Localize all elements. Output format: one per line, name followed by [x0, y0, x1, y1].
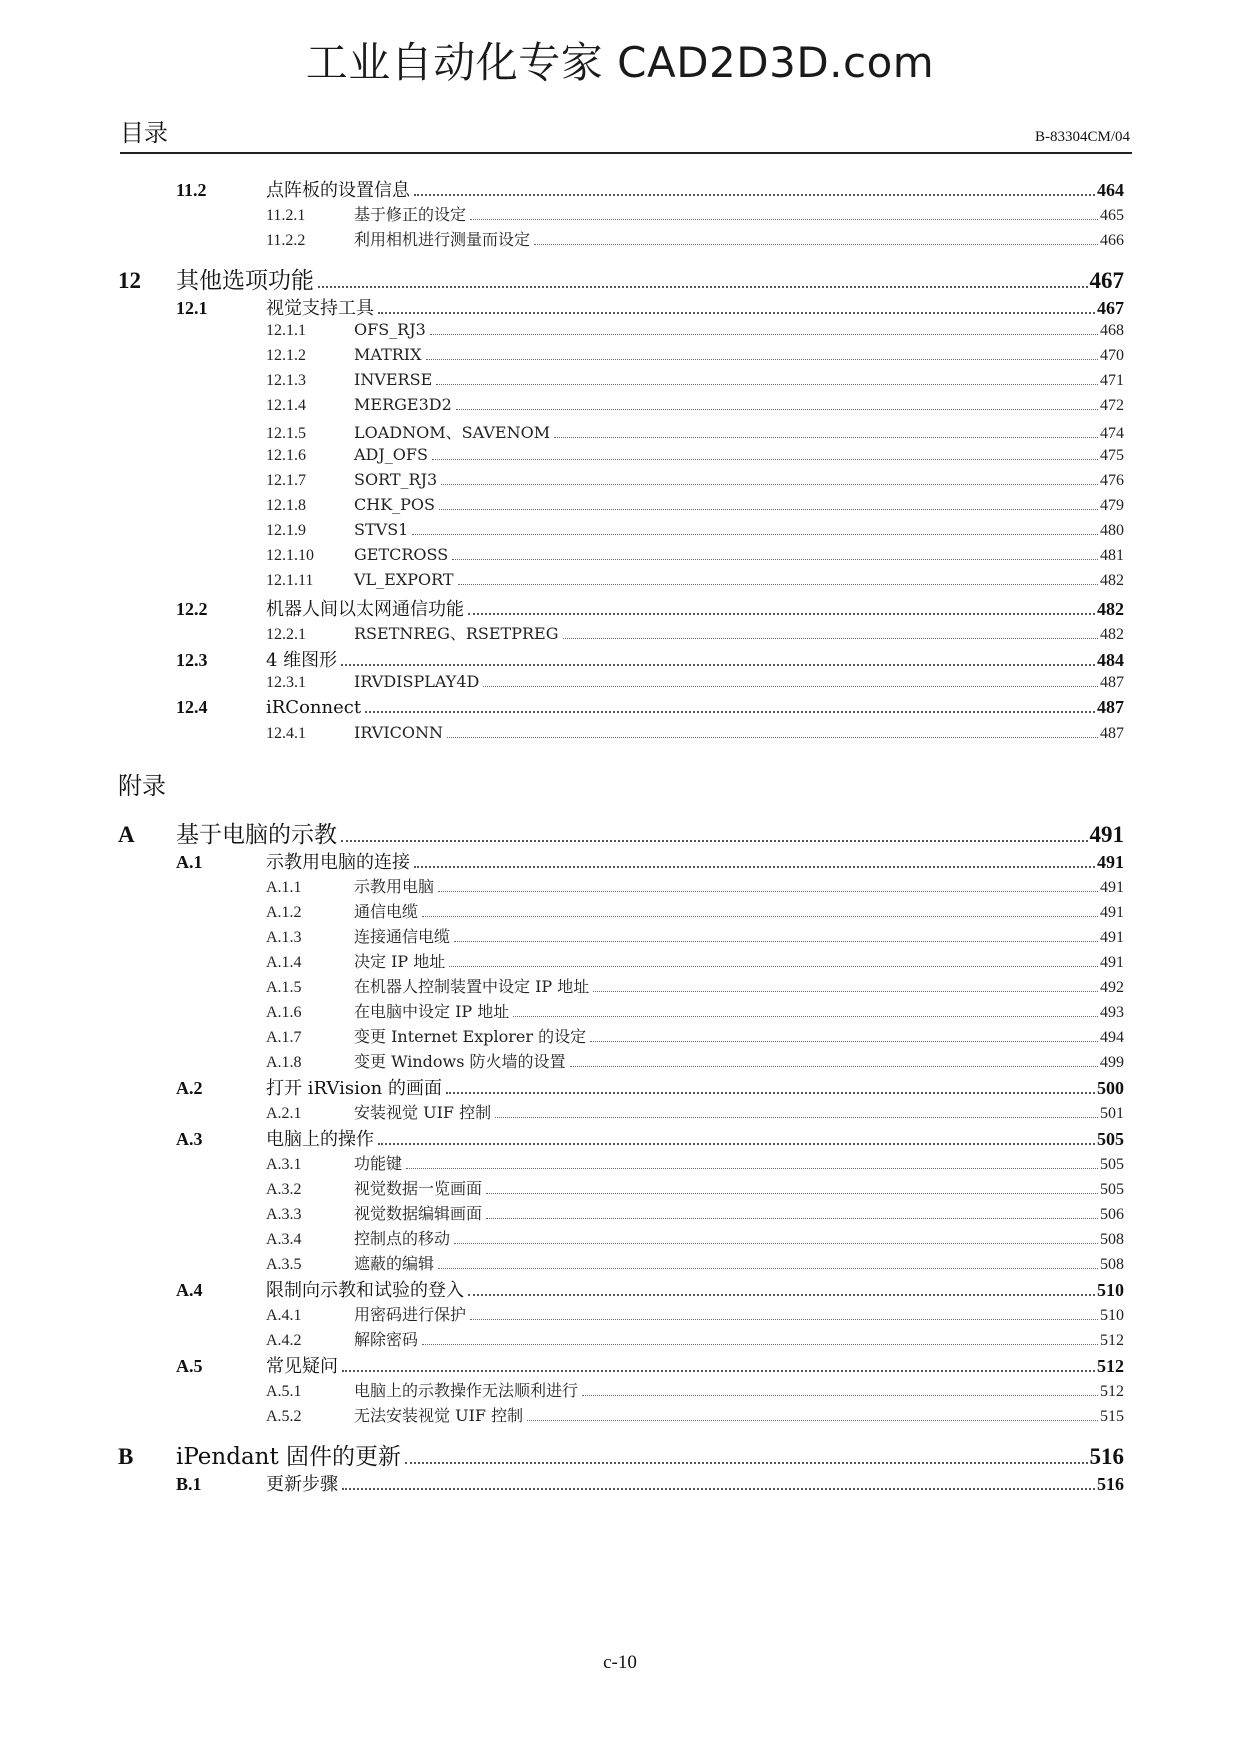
- dot-leader: [341, 840, 1088, 842]
- toc-entry-page: 491: [1100, 904, 1124, 921]
- toc-entry-number: A.1.1: [266, 879, 302, 896]
- toc-entry-page: 506: [1100, 1206, 1124, 1223]
- toc-entry[interactable]: [118, 1176, 1124, 1201]
- toc-entry-page: 467: [1097, 298, 1124, 318]
- toc-entry-number: A.3.5: [266, 1256, 302, 1273]
- toc-entry-page: 468: [1100, 322, 1124, 339]
- toc-entry-title: 示教用电脑的连接: [266, 852, 410, 873]
- toc-entry-number: A.3.3: [266, 1206, 302, 1223]
- toc-entry-title: 在机器人控制装置中设定 IP 地址: [354, 977, 590, 996]
- toc-entry-title: LOADNOM、SAVENOM: [354, 423, 551, 442]
- dot-leader: [495, 1117, 1098, 1118]
- toc-entry[interactable]: [118, 320, 1124, 345]
- toc-entry-page: 482: [1097, 599, 1124, 619]
- toc-entry-number: A.1.3: [266, 929, 302, 946]
- toc-entry-page: 467: [1089, 268, 1124, 293]
- toc-entry-number: A.4.1: [266, 1307, 302, 1324]
- toc-entry-number: A.1.5: [266, 979, 302, 996]
- toc-entry-title: VL_EXPORT: [354, 570, 454, 589]
- toc-entry-page: 512: [1100, 1383, 1124, 1400]
- toc-entry-number: 12.1.4: [266, 397, 306, 414]
- dot-leader: [342, 1370, 1095, 1372]
- toc-entry-number: A.5: [176, 1356, 203, 1376]
- dot-leader: [486, 1193, 1098, 1194]
- toc-entry[interactable]: [118, 899, 1124, 924]
- page-number: c-10: [603, 1652, 637, 1673]
- toc-entry[interactable]: [118, 1302, 1124, 1327]
- dot-leader: [378, 1143, 1095, 1145]
- dot-leader: [563, 638, 1098, 639]
- toc-entry-number: A.3: [176, 1129, 203, 1149]
- toc-entry[interactable]: [118, 723, 1124, 748]
- toc-entry-number: 12.3.1: [266, 674, 306, 691]
- dot-leader: [438, 1268, 1098, 1269]
- toc-entry-title: 功能键: [354, 1154, 403, 1173]
- toc-entry-page: 508: [1100, 1231, 1124, 1248]
- appendix-heading: 附录: [118, 772, 166, 800]
- toc-entry-title: 电脑上的操作: [266, 1129, 374, 1150]
- dot-leader: [405, 1462, 1087, 1464]
- toc-entry[interactable]: [118, 570, 1124, 595]
- toc-entry-page: 492: [1100, 979, 1124, 996]
- toc-entry[interactable]: [118, 1074, 1124, 1100]
- dot-leader: [483, 686, 1098, 687]
- toc-entry[interactable]: [118, 1470, 1124, 1496]
- dot-leader: [365, 711, 1095, 713]
- toc-entry-page: 482: [1100, 572, 1124, 589]
- toc-entry-page: 493: [1100, 1004, 1124, 1021]
- toc-entry[interactable]: [118, 1438, 1124, 1470]
- toc-entry-number: 12.4.1: [266, 725, 306, 742]
- toc-entry-title: iRConnect: [266, 697, 362, 718]
- toc-entry-title: 常见疑问: [266, 1356, 338, 1377]
- toc-entry[interactable]: [118, 470, 1124, 495]
- toc-entry-title: 变更 Internet Explorer 的设定: [354, 1027, 587, 1046]
- toc-entry-title: 在电脑中设定 IP 地址: [354, 1002, 510, 1021]
- toc-entry-title: IRVDISPLAY4D: [354, 672, 480, 691]
- toc-entry-page: 484: [1097, 650, 1124, 670]
- toc-entry-page: 516: [1089, 1444, 1124, 1469]
- dot-leader: [554, 437, 1098, 438]
- toc-entry-number: A.1.6: [266, 1004, 302, 1021]
- toc-entry-number: A.2.1: [266, 1105, 302, 1122]
- toc-entry[interactable]: [118, 262, 1124, 294]
- page-header: [120, 118, 1132, 154]
- toc-entry-page: 491: [1100, 954, 1124, 971]
- toc-entry-number: 12.3: [176, 650, 208, 670]
- toc-entry-number: 12: [118, 268, 141, 293]
- toc-entry-number: B.1: [176, 1474, 202, 1494]
- toc-entry[interactable]: [118, 1100, 1124, 1125]
- toc-entry-page: 487: [1100, 725, 1124, 742]
- toc-entry-title: ADJ_OFS: [354, 445, 428, 464]
- toc-entry-title: iPendant 固件的更新: [176, 1444, 402, 1470]
- toc-entry[interactable]: [118, 874, 1124, 899]
- toc-entry[interactable]: [118, 1151, 1124, 1176]
- toc-entry-page: 508: [1100, 1256, 1124, 1273]
- dot-leader: [593, 991, 1098, 992]
- toc-entry-title: SORT_RJ3: [354, 470, 438, 489]
- dot-leader: [470, 219, 1098, 220]
- toc-entry[interactable]: [118, 595, 1124, 621]
- dot-leader: [468, 1294, 1095, 1296]
- dot-leader: [454, 1243, 1098, 1244]
- toc-entry-page: 494: [1100, 1029, 1124, 1046]
- toc-entry-number: A.3.2: [266, 1181, 302, 1198]
- toc-entry[interactable]: [118, 697, 1124, 723]
- toc-entry-title: 示教用电脑: [354, 877, 435, 896]
- toc-entry-number: 12.1.9: [266, 522, 306, 539]
- toc-entry-page: 491: [1097, 852, 1124, 872]
- toc-entry[interactable]: [118, 1201, 1124, 1226]
- dot-leader: [590, 1041, 1098, 1042]
- dot-leader: [342, 1488, 1095, 1490]
- toc-entry[interactable]: [118, 1327, 1124, 1352]
- toc-entry-page: 464: [1097, 180, 1124, 200]
- dot-leader: [452, 559, 1098, 560]
- dot-leader: [456, 409, 1098, 410]
- toc-entry-title: 基于电脑的示教: [176, 822, 337, 848]
- toc-entry-page: 499: [1100, 1054, 1124, 1071]
- toc-entry-title: 遮蔽的编辑: [354, 1254, 435, 1273]
- toc-entry-number: 12.1.7: [266, 472, 306, 489]
- toc-main-sections: [118, 176, 1124, 748]
- dot-leader: [406, 1168, 1098, 1169]
- dot-leader: [438, 891, 1098, 892]
- toc-entry-number: 11.2.2: [266, 232, 306, 249]
- toc-entry-title: 变更 Windows 防火墙的设置: [354, 1052, 566, 1071]
- toc-entry-title: 视觉支持工具: [266, 298, 374, 319]
- toc-entry-number: 12.1.10: [266, 547, 314, 564]
- toc-entry-title: OFS_RJ3: [354, 320, 426, 339]
- dot-leader: [439, 509, 1098, 510]
- toc-entry[interactable]: [118, 202, 1124, 227]
- toc-entry-title: 其他选项功能: [176, 268, 314, 294]
- toc-entry[interactable]: [118, 974, 1124, 999]
- toc-entry-number: A.1.2: [266, 904, 302, 921]
- toc-entry-page: 476: [1100, 472, 1124, 489]
- toc-entry-page: 505: [1100, 1181, 1124, 1198]
- toc-entry-number: 12.1.8: [266, 497, 306, 514]
- toc-entry-page: 491: [1089, 822, 1124, 847]
- toc-entry-page: 479: [1100, 497, 1124, 514]
- toc-entry[interactable]: [118, 949, 1124, 974]
- toc-entry-page: 512: [1100, 1332, 1124, 1349]
- toc-entry[interactable]: [118, 420, 1124, 445]
- dot-leader: [534, 244, 1098, 245]
- toc-entry-number: A.4.2: [266, 1332, 302, 1349]
- dot-leader: [414, 866, 1095, 868]
- dot-leader: [432, 459, 1098, 460]
- toc-entry-page: 516: [1097, 1474, 1124, 1494]
- toc-entry-title: 决定 IP 地址: [354, 952, 446, 971]
- toc-entry[interactable]: [118, 520, 1124, 545]
- toc-entry-page: 505: [1100, 1156, 1124, 1173]
- dot-leader: [570, 1066, 1098, 1067]
- toc-entry-number: 12.1.1: [266, 322, 306, 339]
- toc-entry[interactable]: [118, 445, 1124, 470]
- toc-entry[interactable]: [118, 395, 1124, 420]
- toc-entry-page: 510: [1100, 1307, 1124, 1324]
- toc-entry-number: A.1.7: [266, 1029, 302, 1046]
- toc-entry-page: 500: [1097, 1078, 1124, 1098]
- toc-entry-page: 470: [1100, 347, 1124, 364]
- toc-entry[interactable]: [118, 646, 1124, 672]
- toc-entry[interactable]: [118, 924, 1124, 949]
- table-of-contents: [118, 176, 1124, 1496]
- dot-leader: [446, 1092, 1095, 1094]
- toc-entry-page: 487: [1100, 674, 1124, 691]
- toc-entry[interactable]: [118, 227, 1124, 252]
- toc-entry-title: GETCROSS: [354, 545, 449, 564]
- toc-entry-title: 机器人间以太网通信功能: [266, 599, 464, 620]
- toc-entry-title: 4 维图形: [266, 650, 338, 671]
- dot-leader: [527, 1420, 1098, 1421]
- dot-leader: [414, 194, 1095, 196]
- dot-leader: [449, 966, 1098, 967]
- dot-leader: [486, 1218, 1098, 1219]
- toc-entry-number: 12.1.6: [266, 447, 306, 464]
- toc-entry-number: A.3.4: [266, 1231, 302, 1248]
- dot-leader: [468, 613, 1095, 615]
- toc-entry-page: 475: [1100, 447, 1124, 464]
- toc-entry-title: 控制点的移动: [354, 1229, 451, 1248]
- toc-entry-title: 用密码进行保护: [354, 1305, 467, 1324]
- dot-leader: [447, 737, 1098, 738]
- toc-entry[interactable]: [118, 621, 1124, 646]
- toc-entry[interactable]: [118, 1226, 1124, 1251]
- toc-entry-number: A.1.4: [266, 954, 302, 971]
- dot-leader: [454, 941, 1098, 942]
- dot-leader: [441, 484, 1098, 485]
- watermark-title: 工业自动化专家 CAD2D3D.com: [305, 38, 935, 87]
- toc-entry-number: A.2: [176, 1078, 203, 1098]
- dot-leader: [378, 312, 1095, 314]
- toc-entry-number: 12.1.11: [266, 572, 314, 589]
- dot-leader: [341, 664, 1095, 666]
- dot-leader: [430, 334, 1098, 335]
- dot-leader: [412, 534, 1098, 535]
- toc-entry[interactable]: [118, 672, 1124, 697]
- toc-entry-title: 电脑上的示教操作无法顺利进行: [354, 1381, 579, 1400]
- dot-leader: [422, 916, 1098, 917]
- toc-entry-title: 更新步骤: [266, 1474, 338, 1495]
- toc-entry-page: 472: [1100, 397, 1124, 414]
- toc-entry-number: 12.1: [176, 298, 208, 318]
- dot-leader: [582, 1395, 1098, 1396]
- header-title: 目录: [120, 119, 168, 147]
- toc-entry-title: 点阵板的设置信息: [266, 180, 410, 201]
- toc-entry-number: A.3.1: [266, 1156, 302, 1173]
- dot-leader: [426, 359, 1099, 360]
- toc-entry[interactable]: [118, 294, 1124, 320]
- toc-entry-number: 12.4: [176, 697, 208, 717]
- toc-entry-title: STVS1: [354, 520, 409, 539]
- toc-entry-title: 连接通信电缆: [354, 927, 451, 946]
- toc-entry-page: 465: [1100, 207, 1124, 224]
- toc-entry-number: 12.1.5: [266, 425, 306, 442]
- toc-entry[interactable]: [118, 370, 1124, 395]
- toc-entry-number: A.5.1: [266, 1383, 302, 1400]
- toc-entry-title: 无法安装视觉 UIF 控制: [354, 1406, 524, 1425]
- toc-entry[interactable]: [118, 545, 1124, 570]
- toc-entry[interactable]: [118, 176, 1124, 202]
- toc-entry-number: 12.2: [176, 599, 208, 619]
- toc-entry-number: 12.2.1: [266, 626, 306, 643]
- toc-entry-title: 利用相机进行测量而设定: [354, 230, 531, 249]
- toc-appendix-sections: [118, 816, 1124, 1496]
- toc-entry-page: 515: [1100, 1408, 1124, 1425]
- toc-entry-number: 11.2: [176, 180, 207, 200]
- toc-entry-title: RSETNREG、RSETPREG: [354, 624, 559, 643]
- toc-entry[interactable]: [118, 1251, 1124, 1276]
- dot-leader: [470, 1319, 1098, 1320]
- toc-entry-page: 501: [1100, 1105, 1124, 1122]
- toc-entry-title: CHK_POS: [354, 495, 435, 514]
- toc-entry-title: 通信电缆: [354, 902, 419, 921]
- toc-entry-title: 视觉数据一览画面: [354, 1179, 483, 1198]
- toc-entry[interactable]: [118, 816, 1124, 848]
- dot-leader: [422, 1344, 1098, 1345]
- toc-entry[interactable]: [118, 999, 1124, 1024]
- toc-entry-title: IRVICONN: [354, 723, 444, 742]
- toc-entry[interactable]: [118, 345, 1124, 370]
- toc-entry-page: 491: [1100, 929, 1124, 946]
- toc-entry-number: A.1: [176, 852, 203, 872]
- dot-leader: [458, 584, 1098, 585]
- dot-leader: [318, 286, 1088, 288]
- toc-entry[interactable]: [118, 1276, 1124, 1302]
- toc-entry-title: 基于修正的设定: [354, 205, 467, 224]
- toc-entry-page: 474: [1100, 425, 1124, 442]
- toc-entry[interactable]: [118, 1378, 1124, 1403]
- toc-entry-title: 限制向示教和试验的登入: [266, 1280, 464, 1301]
- toc-entry-number: 12.1.3: [266, 372, 306, 389]
- toc-entry[interactable]: [118, 495, 1124, 520]
- toc-entry-page: 482: [1100, 626, 1124, 643]
- toc-entry[interactable]: [118, 1125, 1124, 1151]
- toc-entry-page: 471: [1100, 372, 1124, 389]
- toc-entry[interactable]: [118, 1352, 1124, 1378]
- toc-entry-title: 打开 iRVision 的画面: [266, 1078, 442, 1099]
- toc-entry[interactable]: [118, 848, 1124, 874]
- toc-entry-number: B: [118, 1444, 134, 1469]
- toc-entry-title: MATRIX: [354, 345, 422, 364]
- toc-entry-title: MERGE3D2: [354, 395, 452, 414]
- dot-leader: [436, 384, 1098, 385]
- toc-entry-page: 512: [1097, 1356, 1124, 1376]
- toc-entry-title: 视觉数据编辑画面: [354, 1204, 483, 1223]
- toc-entry-title: 解除密码: [354, 1330, 419, 1349]
- toc-entry-page: 510: [1097, 1280, 1124, 1300]
- toc-entry-page: 487: [1097, 697, 1124, 717]
- toc-entry-page: 466: [1100, 232, 1124, 249]
- toc-entry[interactable]: [118, 1403, 1124, 1428]
- toc-entry-title: INVERSE: [354, 370, 433, 389]
- toc-entry[interactable]: [118, 1049, 1124, 1074]
- toc-entry-number: A.1.8: [266, 1054, 302, 1071]
- toc-entry-number: 11.2.1: [266, 207, 306, 224]
- toc-entry-title: 安装视觉 UIF 控制: [354, 1103, 492, 1122]
- toc-entry-number: A.5.2: [266, 1408, 302, 1425]
- toc-entry-page: 491: [1100, 879, 1124, 896]
- toc-entry-page: 505: [1097, 1129, 1124, 1149]
- toc-entry-number: 12.1.2: [266, 347, 306, 364]
- toc-entry-page: 481: [1100, 547, 1124, 564]
- toc-entry[interactable]: [118, 1024, 1124, 1049]
- document-code: B-83304CM/04: [1034, 129, 1130, 145]
- toc-entry-number: A: [118, 822, 135, 847]
- toc-entry-page: 480: [1100, 522, 1124, 539]
- toc-entry-number: A.4: [176, 1280, 203, 1300]
- dot-leader: [513, 1016, 1098, 1017]
